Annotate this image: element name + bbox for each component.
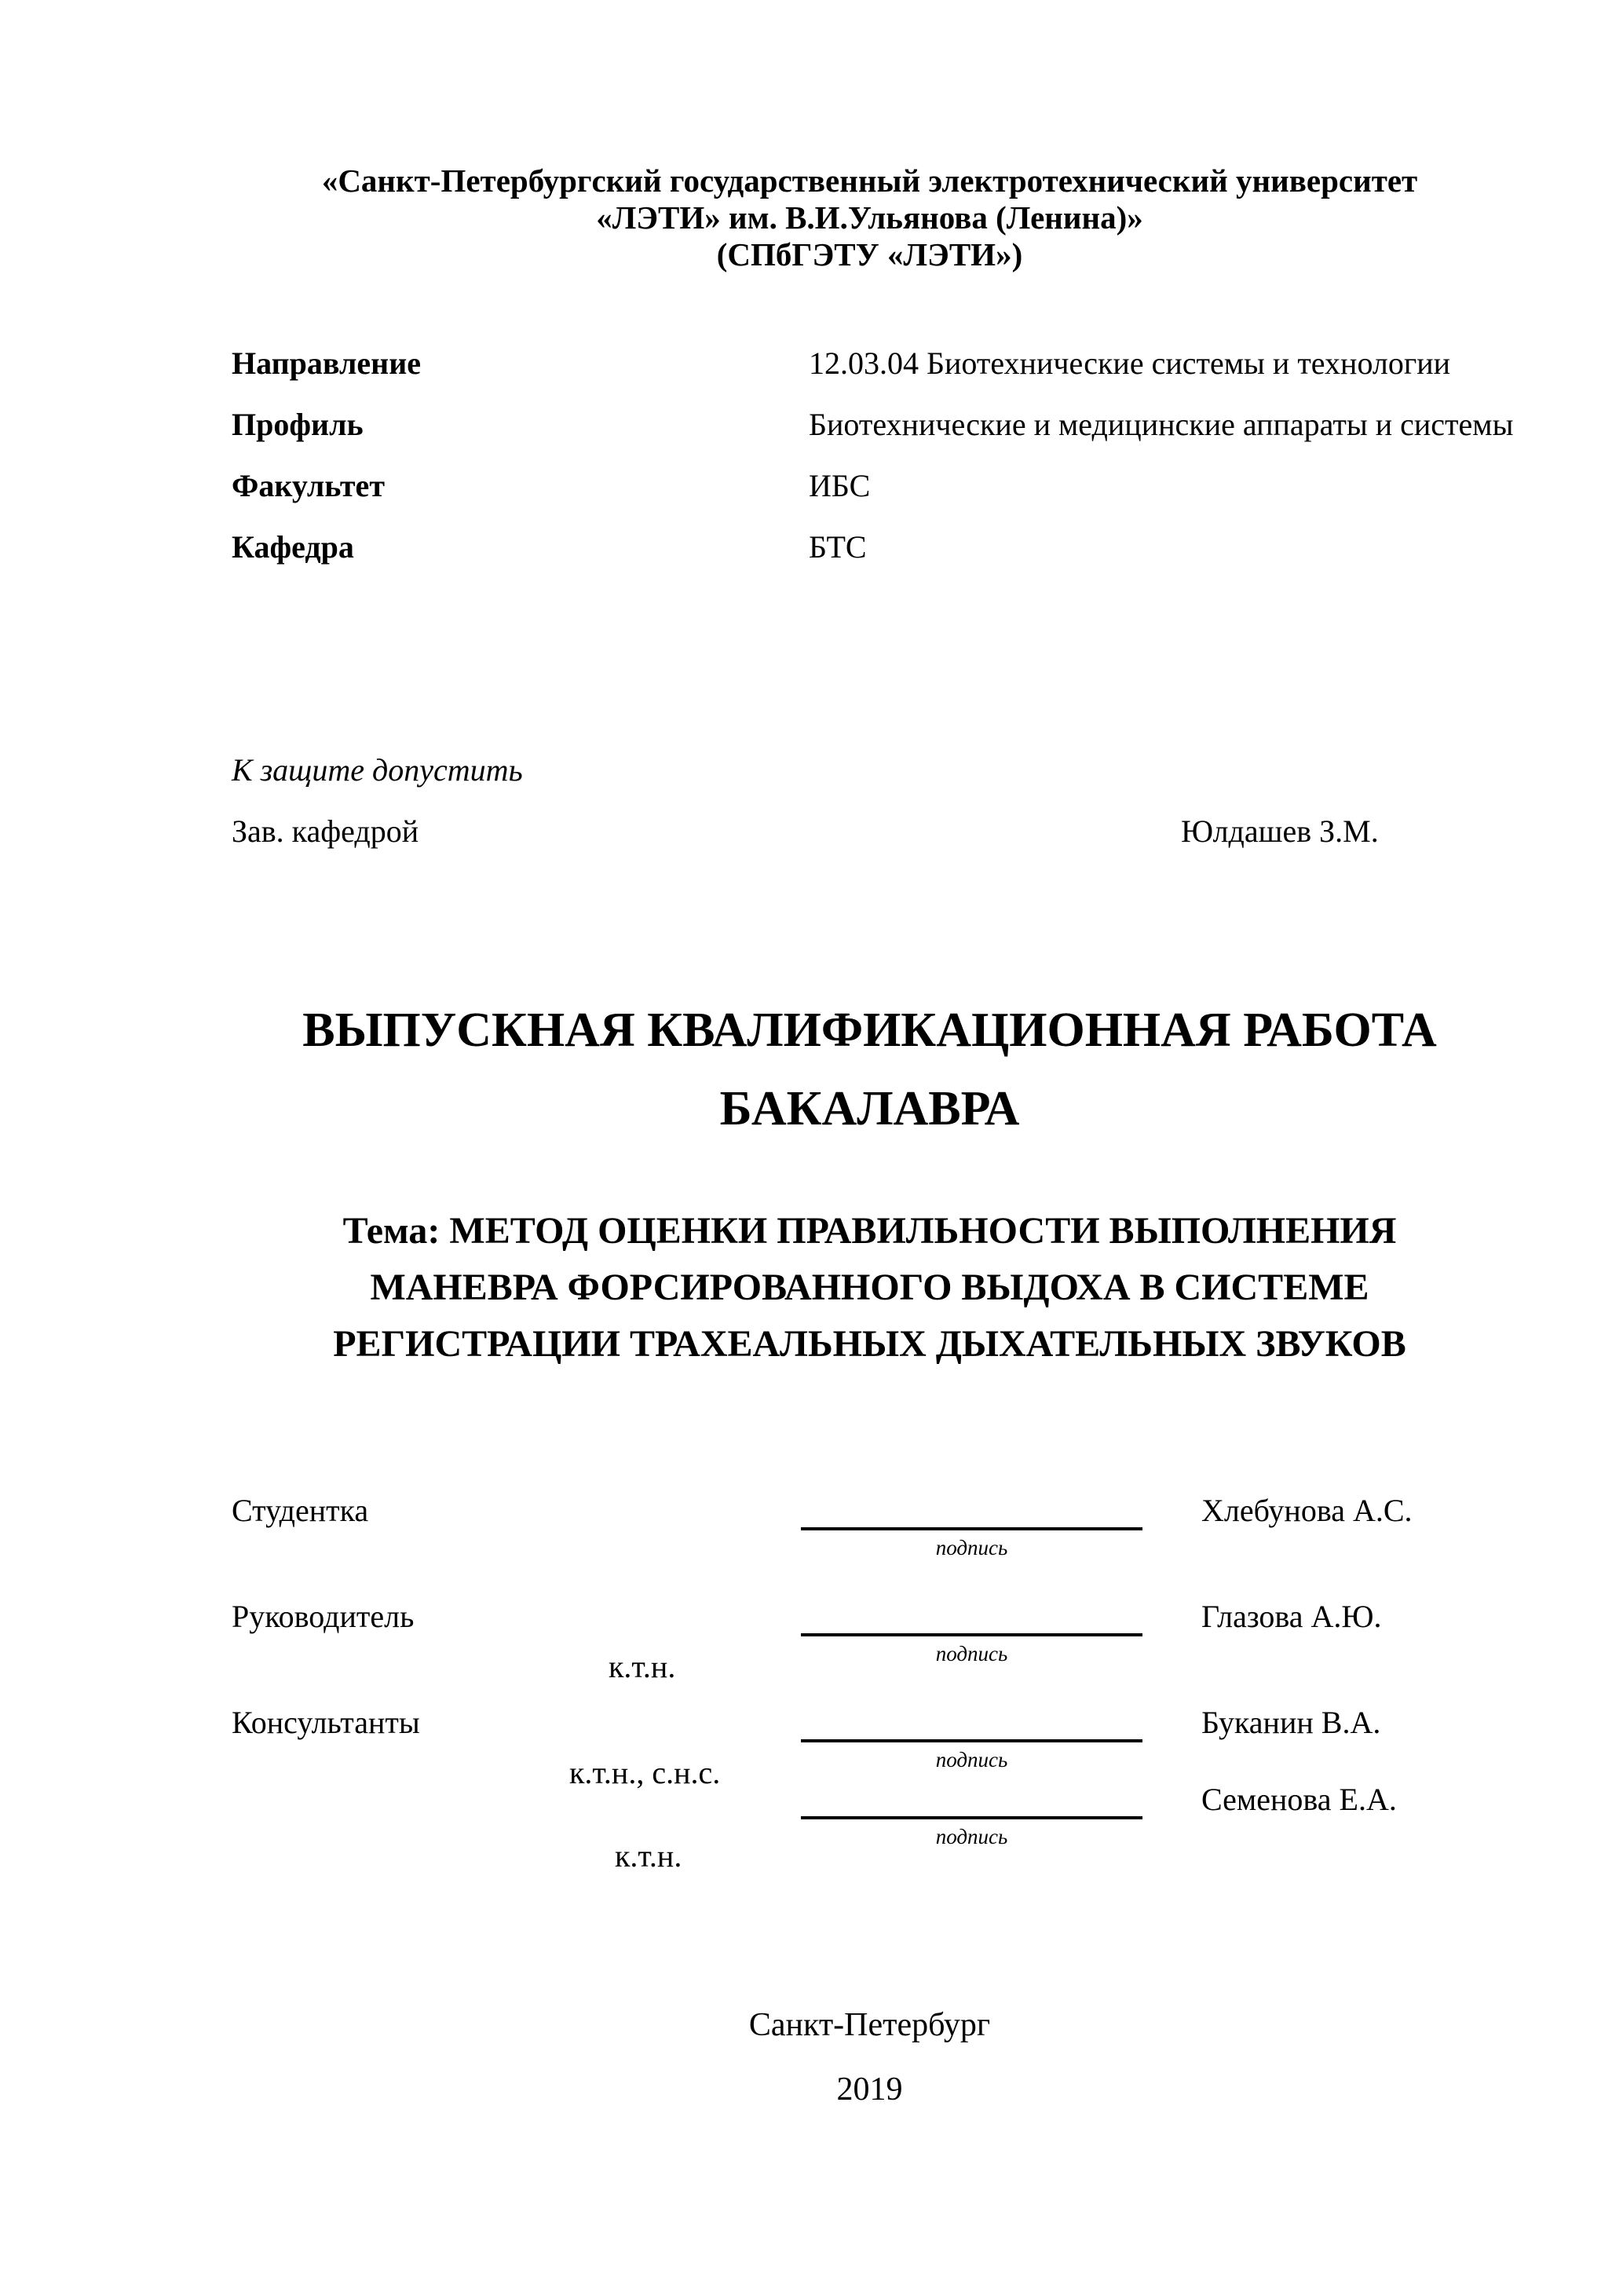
consultant-1-name: Буканин В.А. [1201, 1705, 1381, 1740]
faculty-row [232, 455, 1531, 517]
head-of-department-row [232, 801, 1508, 862]
signature-line [801, 1739, 1142, 1742]
city-name: Санкт-Петербург [748, 2007, 991, 2043]
consultant-2-signature-row [232, 1781, 1531, 1887]
consultants-role-label: Консультанты [232, 1705, 420, 1740]
head-of-department-name: Юлдашев З.М. [1181, 813, 1379, 849]
consultant-1-degree-label: к.т.н., с.н.с. [569, 1755, 721, 1790]
program-info-block [232, 333, 1531, 578]
direction-value: 12.03.04 Биотехнические системы и технологии [809, 345, 1451, 381]
university-name-line-1: «Санкт-Петербургский государственный электротехнический университет [321, 163, 1418, 199]
consultant-2-name: Семенова Е.А. [1201, 1782, 1397, 1817]
work-title-line-1: ВЫПУСКНАЯ КВАЛИФИКАЦИОННАЯ РАБОТА [302, 1004, 1437, 1057]
direction-row [232, 333, 1531, 394]
thesis-topic-line-2: МАНЕВРА ФОРСИРОВАННОГО ВЫДОХА В СИСТЕМЕ [370, 1267, 1369, 1308]
department-row [232, 517, 1531, 578]
work-title [232, 991, 1508, 1148]
department-label: Кафедра [232, 529, 354, 565]
profile-label: Профиль [232, 407, 364, 442]
direction-label: Направление [232, 345, 421, 381]
profile-value: Биотехнические и медицинские аппараты и системы [809, 407, 1514, 442]
thesis-topic-line-3: РЕГИСТРАЦИИ ТРАХЕАЛЬНЫХ ДЫХАТЕЛЬНЫХ ЗВУКОВ [333, 1323, 1406, 1365]
signature-caption: подпись [935, 1825, 1008, 1848]
signature-caption: подпись [935, 1748, 1008, 1771]
supervisor-signature-row [232, 1598, 1531, 1704]
thesis-topic [232, 1203, 1508, 1373]
supervisor-name: Глазова А.Ю. [1201, 1599, 1382, 1634]
university-name-line-2: «ЛЭТИ» им. В.И.Ульянова (Ленина)» [596, 199, 1143, 236]
university-abbreviation: (СПбГЭТУ «ЛЭТИ») [716, 236, 1023, 272]
admission-note: К защите допустить [232, 752, 523, 788]
signature-caption: подпись [935, 1642, 1008, 1665]
supervisor-degree-label: к.т.н. [609, 1649, 676, 1684]
faculty-value: ИБС [809, 468, 871, 503]
head-of-department-label: Зав. кафедрой [232, 813, 419, 849]
faculty-label: Факультет [232, 468, 385, 503]
department-value: БТС [809, 529, 867, 565]
supervisor-role-label: Руководитель [232, 1599, 415, 1634]
student-role-label: Студентка [232, 1493, 369, 1528]
footer [232, 1993, 1508, 2122]
work-title-line-2: БАКАЛАВРА [719, 1082, 1020, 1135]
year: 2019 [836, 2071, 903, 2108]
profile-row [232, 394, 1531, 455]
thesis-topic-line-1: Тема: МЕТОД ОЦЕНКИ ПРАВИЛЬНОСТИ ВЫПОЛНЕНИЯ [342, 1210, 1397, 1252]
signature-line [801, 1633, 1142, 1636]
consultant-2-degree-label: к.т.н. [615, 1838, 682, 1874]
university-header [232, 163, 1508, 273]
admission-block [232, 740, 1508, 862]
signature-caption: подпись [935, 1536, 1008, 1559]
signature-line [801, 1527, 1142, 1530]
signature-line [801, 1816, 1142, 1819]
student-signature-row [232, 1492, 1531, 1598]
student-name: Хлебунова А.С. [1201, 1493, 1413, 1528]
